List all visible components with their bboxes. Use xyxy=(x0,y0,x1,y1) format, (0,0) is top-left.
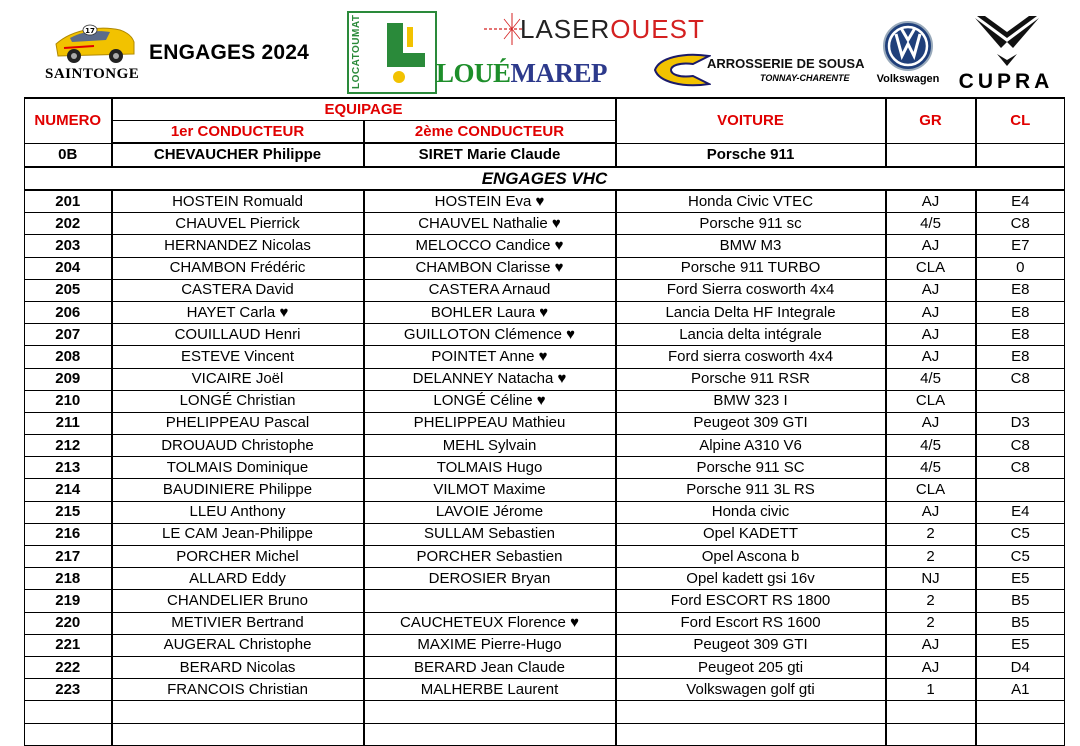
cell-cl xyxy=(976,479,1065,501)
cell-driver2: PHELIPPEAU Mathieu xyxy=(364,412,616,434)
cell-num: 211 xyxy=(25,412,112,434)
cell-cl: E8 xyxy=(976,279,1065,301)
cell-driver2 xyxy=(364,723,616,745)
cell-driver1 xyxy=(112,723,364,745)
cell-num: 223 xyxy=(25,679,112,701)
cupra-logo xyxy=(945,14,1067,94)
table-row xyxy=(25,257,1065,279)
cell-num: 210 xyxy=(25,390,112,412)
cell-num: 208 xyxy=(25,346,112,368)
cell-gr: NJ xyxy=(886,568,976,590)
cell-driver2: TOLMAIS Hugo xyxy=(364,457,616,479)
cell-car: Porsche 911 sc xyxy=(616,213,886,235)
cell-num: 216 xyxy=(25,523,112,545)
cell-driver2: MAXIME Pierre-Hugo xyxy=(364,634,616,656)
cell-driver2: CHAUVEL Nathalie ♥ xyxy=(364,213,616,235)
table-row xyxy=(25,634,1065,656)
cell-car: Porsche 911 RSR xyxy=(616,368,886,390)
volkswagen-text: Volkswagen xyxy=(876,73,940,85)
cell-car: Ford Escort RS 1600 xyxy=(616,612,886,634)
cell-cl: 0 xyxy=(976,257,1065,279)
rally-car-icon xyxy=(54,24,136,66)
cell-gr: AJ xyxy=(886,501,976,523)
entries-table xyxy=(24,97,1065,746)
cell-gr: 2 xyxy=(886,612,976,634)
cell-num: 219 xyxy=(25,590,112,612)
saintonge-text: SAINTONGE xyxy=(45,66,140,82)
cell-car xyxy=(616,701,886,723)
cell-car: Honda civic xyxy=(616,501,886,523)
cell-gr xyxy=(886,701,976,723)
cell-gr: CLA xyxy=(886,479,976,501)
carrosserie-text: ARROSSERIE DE SOUSA xyxy=(707,56,865,71)
cell-driver1: CHAUVEL Pierrick xyxy=(112,213,364,235)
cell-cl: E5 xyxy=(976,634,1065,656)
cell-driver1: ALLARD Eddy xyxy=(112,568,364,590)
cell-cl: E8 xyxy=(976,346,1065,368)
cell-car xyxy=(616,723,886,745)
header-cl: CL xyxy=(976,98,1065,143)
table-row xyxy=(25,324,1065,346)
cell-cl: D3 xyxy=(976,412,1065,434)
cell-num xyxy=(25,723,112,745)
table-row xyxy=(25,501,1065,523)
cell-num: 209 xyxy=(25,368,112,390)
cell-gr xyxy=(886,143,976,167)
cell-cl: C8 xyxy=(976,368,1065,390)
table-row-0b xyxy=(25,143,1065,167)
cell-gr: AJ xyxy=(886,656,976,678)
header-driver2: 2ème CONDUCTEUR xyxy=(364,121,616,144)
cell-driver1 xyxy=(112,701,364,723)
table-row xyxy=(25,435,1065,457)
cell-gr: CLA xyxy=(886,257,976,279)
table-row xyxy=(25,679,1065,701)
table-row xyxy=(25,346,1065,368)
cell-driver1: CASTERA David xyxy=(112,279,364,301)
cupra-text: CUPRA xyxy=(958,70,1054,93)
cell-num: 222 xyxy=(25,656,112,678)
cell-driver1: BERARD Nicolas xyxy=(112,656,364,678)
cell-driver1: HERNANDEZ Nicolas xyxy=(112,235,364,257)
cell-driver1: VICAIRE Joël xyxy=(112,368,364,390)
header-voiture: VOITURE xyxy=(616,98,886,143)
l-letter-icon xyxy=(377,19,433,89)
cell-driver2: DEROSIER Bryan xyxy=(364,568,616,590)
car-number: 17 xyxy=(85,27,95,35)
cell-driver1: CHEVAUCHER Philippe xyxy=(112,143,364,167)
cell-num: 205 xyxy=(25,279,112,301)
table-row xyxy=(25,235,1065,257)
cell-car: Peugeot 309 GTI xyxy=(616,412,886,434)
cell-driver1: DROUAUD Christophe xyxy=(112,435,364,457)
cell-cl: E7 xyxy=(976,235,1065,257)
cell-car: Opel Ascona b xyxy=(616,546,886,568)
cell-driver1: HAYET Carla ♥ xyxy=(112,301,364,323)
cell-car: Opel KADETT xyxy=(616,523,886,545)
cell-driver1: LE CAM Jean-Philippe xyxy=(112,523,364,545)
table-row xyxy=(25,723,1065,745)
cell-car: Ford Sierra cosworth 4x4 xyxy=(616,279,886,301)
cell-car: Ford sierra cosworth 4x4 xyxy=(616,346,886,368)
cell-cl: C8 xyxy=(976,435,1065,457)
cell-driver2: LAVOIE Jérome xyxy=(364,501,616,523)
table-row xyxy=(25,368,1065,390)
cell-driver1: TOLMAIS Dominique xyxy=(112,457,364,479)
cell-gr: AJ xyxy=(886,235,976,257)
cell-num xyxy=(25,701,112,723)
cell-driver1: FRANCOIS Christian xyxy=(112,679,364,701)
cell-driver2: SIRET Marie Claude xyxy=(364,143,616,167)
locatoumat-logo xyxy=(347,11,437,94)
cell-cl xyxy=(976,143,1065,167)
cell-gr: 2 xyxy=(886,590,976,612)
cell-num: 201 xyxy=(25,190,112,213)
cell-car: BMW 323 I xyxy=(616,390,886,412)
cell-num: 0B xyxy=(25,143,112,167)
cell-gr: 4/5 xyxy=(886,368,976,390)
cell-cl: D4 xyxy=(976,656,1065,678)
table-row xyxy=(25,590,1065,612)
header-gr: GR xyxy=(886,98,976,143)
cell-driver1: BAUDINIERE Philippe xyxy=(112,479,364,501)
cell-num: 213 xyxy=(25,457,112,479)
cell-gr: 2 xyxy=(886,523,976,545)
cell-gr: 4/5 xyxy=(886,435,976,457)
table-row xyxy=(25,479,1065,501)
cell-num: 220 xyxy=(25,612,112,634)
cell-driver2: BERARD Jean Claude xyxy=(364,656,616,678)
cell-num: 214 xyxy=(25,479,112,501)
cell-car: Lancia Delta HF Integrale xyxy=(616,301,886,323)
cell-gr xyxy=(886,723,976,745)
cell-cl: E4 xyxy=(976,501,1065,523)
header-row-1 xyxy=(25,98,1065,121)
cell-gr: AJ xyxy=(886,301,976,323)
table-row xyxy=(25,412,1065,434)
cell-cl: A1 xyxy=(976,679,1065,701)
cell-gr: 4/5 xyxy=(886,457,976,479)
louemarep-a: LOUÉ xyxy=(436,58,511,88)
cell-cl xyxy=(976,390,1065,412)
table-row xyxy=(25,568,1065,590)
laser-b: OUEST xyxy=(610,14,705,44)
header-driver1: 1er CONDUCTEUR xyxy=(112,121,364,144)
vw-emblem-icon xyxy=(882,20,934,72)
cell-driver2: CHAMBON Clarisse ♥ xyxy=(364,257,616,279)
cell-driver1: AUGERAL Christophe xyxy=(112,634,364,656)
page-title: ENGAGES 2024 xyxy=(149,41,309,64)
cell-gr: 4/5 xyxy=(886,213,976,235)
tonnay-text: TONNAY-CHARENTE xyxy=(760,73,850,83)
cell-driver1: LLEU Anthony xyxy=(112,501,364,523)
header-equipage: EQUIPAGE xyxy=(112,98,616,121)
cell-num: 207 xyxy=(25,324,112,346)
cell-driver2: DELANNEY Natacha ♥ xyxy=(364,368,616,390)
cell-num: 206 xyxy=(25,301,112,323)
cell-cl: E8 xyxy=(976,324,1065,346)
cell-driver2 xyxy=(364,701,616,723)
cell-gr: 2 xyxy=(886,546,976,568)
table-row xyxy=(25,656,1065,678)
cell-driver2: SULLAM Sebastien xyxy=(364,523,616,545)
locatoumat-text: LOCATOUMAT xyxy=(351,14,362,89)
cell-gr: AJ xyxy=(886,279,976,301)
cell-cl xyxy=(976,701,1065,723)
table-row xyxy=(25,523,1065,545)
cell-car: Opel kadett gsi 16v xyxy=(616,568,886,590)
cell-driver2: PORCHER Sebastien xyxy=(364,546,616,568)
cell-num: 215 xyxy=(25,501,112,523)
cell-driver2: CAUCHETEUX Florence ♥ xyxy=(364,612,616,634)
cell-driver2: GUILLOTON Clémence ♥ xyxy=(364,324,616,346)
cell-cl: C5 xyxy=(976,546,1065,568)
cell-gr: CLA xyxy=(886,390,976,412)
laserouest-logo xyxy=(484,11,705,47)
cell-driver1: CHANDELIER Bruno xyxy=(112,590,364,612)
section-row xyxy=(25,167,1065,190)
cell-car: Porsche 911 3L RS xyxy=(616,479,886,501)
cell-gr: 1 xyxy=(886,679,976,701)
table-row xyxy=(25,457,1065,479)
cell-cl: C5 xyxy=(976,523,1065,545)
cell-cl: C8 xyxy=(976,213,1065,235)
cell-gr: AJ xyxy=(886,190,976,213)
cell-num: 203 xyxy=(25,235,112,257)
table-row xyxy=(25,701,1065,723)
louemarep-logo xyxy=(436,58,607,89)
saintonge-logo xyxy=(40,14,145,86)
laser-a: LASER xyxy=(520,14,611,44)
laser-star-icon xyxy=(484,11,524,47)
cell-gr: AJ xyxy=(886,324,976,346)
cell-driver2: MALHERBE Laurent xyxy=(364,679,616,701)
cell-driver1: CHAMBON Frédéric xyxy=(112,257,364,279)
table-row xyxy=(25,213,1065,235)
cell-cl: B5 xyxy=(976,590,1065,612)
cell-driver1: LONGÉ Christian xyxy=(112,390,364,412)
cupra-emblem-icon xyxy=(973,14,1041,68)
table-row xyxy=(25,546,1065,568)
cell-car: Peugeot 205 gti xyxy=(616,656,886,678)
table-row xyxy=(25,279,1065,301)
cell-num: 212 xyxy=(25,435,112,457)
cell-gr: AJ xyxy=(886,412,976,434)
cell-driver1: PHELIPPEAU Pascal xyxy=(112,412,364,434)
table-row xyxy=(25,190,1065,213)
section-title: ENGAGES VHC xyxy=(25,167,1065,190)
cell-driver2: BOHLER Laura ♥ xyxy=(364,301,616,323)
cell-driver1: HOSTEIN Romuald xyxy=(112,190,364,213)
cell-num: 204 xyxy=(25,257,112,279)
cell-driver2: VILMOT Maxime xyxy=(364,479,616,501)
entries-table-wrapper xyxy=(24,97,1064,737)
cell-driver2: MELOCCO Candice ♥ xyxy=(364,235,616,257)
cell-cl: E4 xyxy=(976,190,1065,213)
cell-cl: E5 xyxy=(976,568,1065,590)
louemarep-b: MAREP xyxy=(510,58,608,88)
cell-car: BMW M3 xyxy=(616,235,886,257)
cell-num: 218 xyxy=(25,568,112,590)
table-row xyxy=(25,612,1065,634)
cell-cl xyxy=(976,723,1065,745)
cell-car: Peugeot 309 GTI xyxy=(616,634,886,656)
table-row xyxy=(25,301,1065,323)
laserouest-text xyxy=(520,14,705,45)
cell-driver2: LONGÉ Céline ♥ xyxy=(364,390,616,412)
page-header xyxy=(0,0,1080,97)
cell-cl: E8 xyxy=(976,301,1065,323)
cell-num: 221 xyxy=(25,634,112,656)
cell-car: Honda Civic VTEC xyxy=(616,190,886,213)
cell-num: 217 xyxy=(25,546,112,568)
cell-car: Lancia delta intégrale xyxy=(616,324,886,346)
cell-driver1: PORCHER Michel xyxy=(112,546,364,568)
cell-car: Alpine A310 V6 xyxy=(616,435,886,457)
carrosserie-logo xyxy=(653,50,865,90)
carrosserie-c-icon xyxy=(653,50,711,90)
cell-gr: AJ xyxy=(886,346,976,368)
cell-car: Ford ESCORT RS 1800 xyxy=(616,590,886,612)
cell-car: Porsche 911 TURBO xyxy=(616,257,886,279)
volkswagen-logo xyxy=(874,20,942,90)
cell-driver2: MEHL Sylvain xyxy=(364,435,616,457)
cell-driver1: METIVIER Bertrand xyxy=(112,612,364,634)
cell-car: Volkswagen golf gti xyxy=(616,679,886,701)
cell-cl: C8 xyxy=(976,457,1065,479)
table-row xyxy=(25,390,1065,412)
cell-gr: AJ xyxy=(886,634,976,656)
cell-num: 202 xyxy=(25,213,112,235)
cell-car: Porsche 911 SC xyxy=(616,457,886,479)
cell-driver1: ESTEVE Vincent xyxy=(112,346,364,368)
cell-driver2: CASTERA Arnaud xyxy=(364,279,616,301)
cell-driver2 xyxy=(364,590,616,612)
cell-car: Porsche 911 xyxy=(616,143,886,167)
cell-cl: B5 xyxy=(976,612,1065,634)
cell-driver2: POINTET Anne ♥ xyxy=(364,346,616,368)
header-numero: NUMERO xyxy=(25,98,112,143)
cell-driver1: COUILLAUD Henri xyxy=(112,324,364,346)
cell-driver2: HOSTEIN Eva ♥ xyxy=(364,190,616,213)
